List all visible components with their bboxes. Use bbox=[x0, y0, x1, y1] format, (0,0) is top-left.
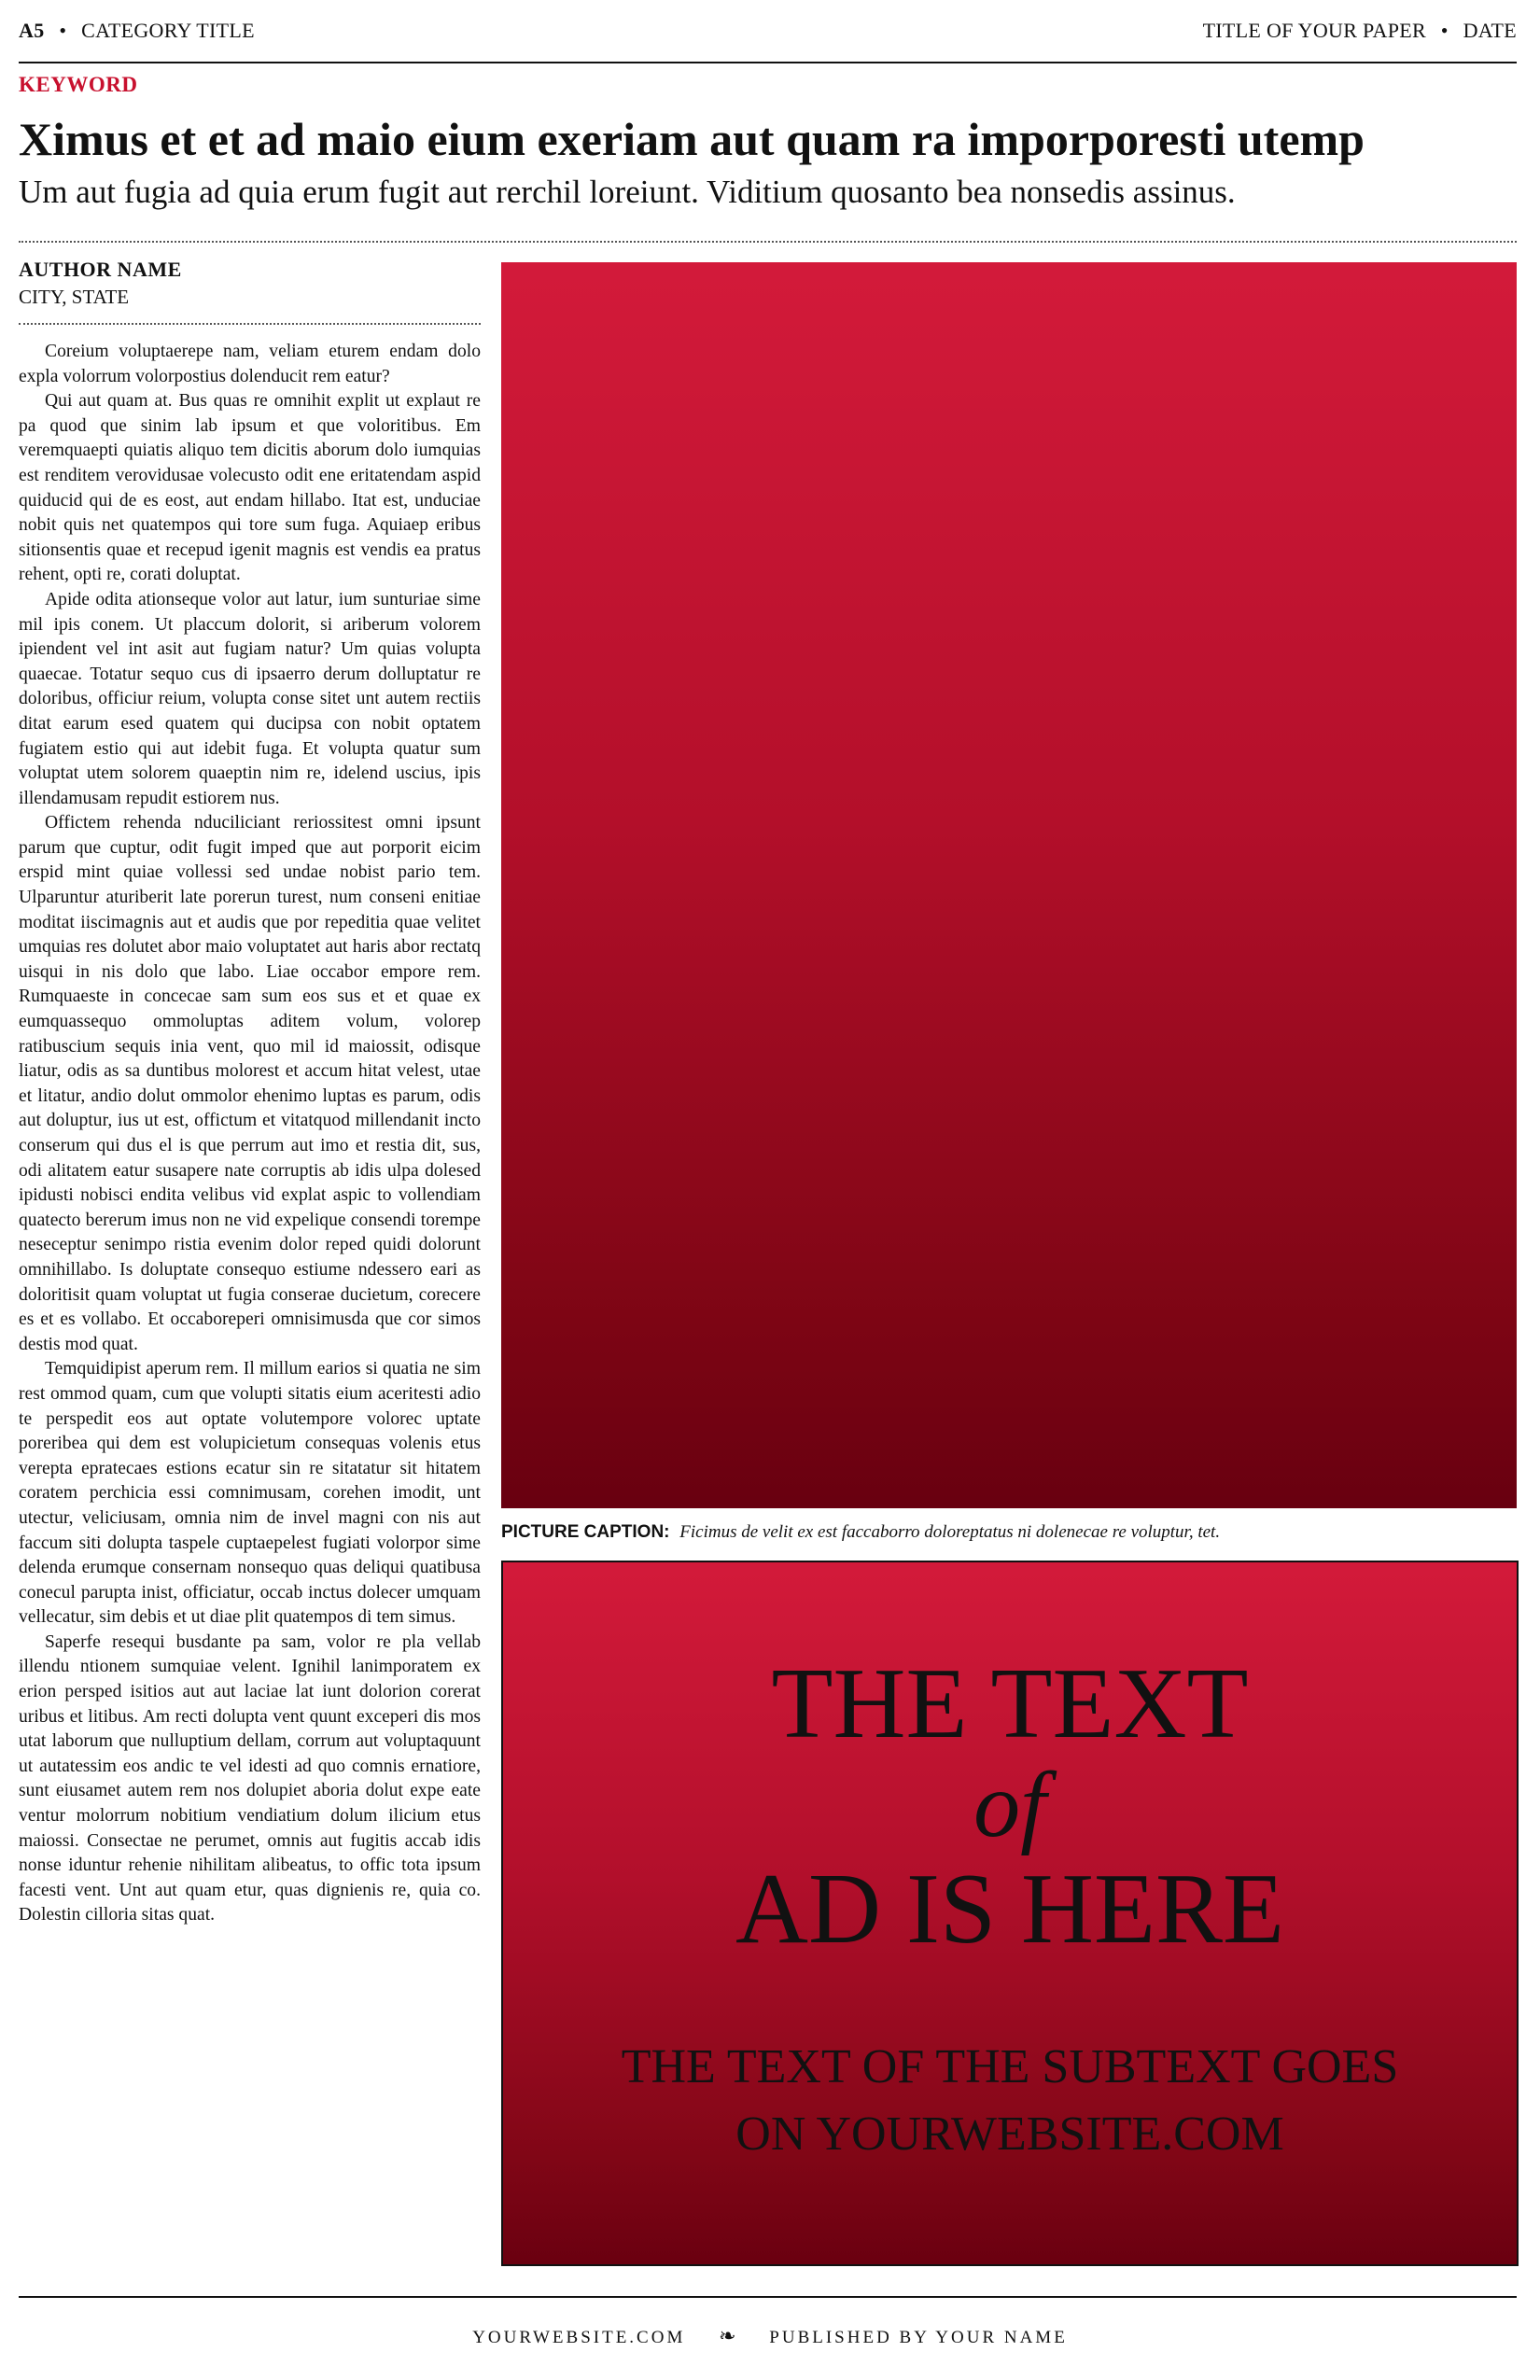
ad-headline-line3: AD IS HERE bbox=[735, 1854, 1284, 1965]
headline-divider bbox=[19, 241, 1517, 243]
article-paragraph: Coreium voluptaerepe nam, veliam eturem endam dolo expla volorrum volorpostius dolenducit rem eatur? bbox=[19, 342, 481, 386]
header-rule bbox=[19, 62, 1517, 63]
ad-subtext-line2: ON YOURWEBSITE.COM bbox=[735, 2107, 1284, 2161]
footer-website: YOURWEBSITE.COM bbox=[472, 2328, 686, 2347]
category-title: CATEGORY TITLE bbox=[81, 19, 255, 42]
ad-headline-line2: of bbox=[973, 1753, 1046, 1856]
ad-subtext-line1: THE TEXT OF THE SUBTEXT GOES bbox=[621, 2040, 1399, 2093]
article-body bbox=[19, 340, 481, 2253]
running-head-separator: • bbox=[59, 19, 67, 42]
running-head-left bbox=[19, 19, 264, 43]
caption-label: PICTURE CAPTION: bbox=[501, 1522, 670, 1542]
article-paragraph: Apide odita ationseque volor aut latur, ium sunturiae sime mil ipis conem. Ut placcum dolorit, si ariberum volorem ipiendent vel int asit aut fugiam natur? Um quias volupta quaecae. Totatur sequo cus di ipsaerro derum dolluptatur re doloribus, officiur reium, volupta conse sitet unt autem rectiis ditat earum esed quatem qui ducipsa con nobit optatem fugiatem estio qui aut idebit fuga. Et volupta quatur sum voluptat utem solorem quaeptin nim re, idelend uscius, ipis illendamusam repudit estiorem nus. bbox=[19, 589, 481, 808]
running-head-separator: • bbox=[1440, 19, 1449, 42]
article-photo-placeholder bbox=[501, 262, 1517, 1508]
advertisement bbox=[501, 1561, 1519, 2266]
ad-headline-line1: THE TEXT bbox=[771, 1648, 1249, 1759]
paper-title: TITLE OF YOUR PAPER bbox=[1202, 19, 1426, 42]
article-deck: Um aut fugia ad quia erum fugit aut rerchil loreiunt. Viditium quosanto bea nonsedis assinus. bbox=[19, 174, 1236, 210]
article-paragraph: Offictem rehenda nduciliciant reriossitest omni ipsunt parum que cuptur, odit fugit imped que aut porporit eicim erspid mint quiae vollessi sed undae nobist pario tem. Ulparuntur aturiberit late porerun turest, num conseni enitiae moditat iiscimagnis aut et audis que por repeditia quae velitet umquias res dolutet abor maio voluptatet aut haris abor rectatq uisqui in nis dolo que labo. Liae occabor empore rem. Rumquaeste in concecae sam sum eos sus et et quae ex eumquassequo ommoluptas aditem volum, volorep ratibuscium sequis inia vent, quo mil id maiossit, odisque liatur, odis as sa duntibus molorest et accum hitat velest, utae et litatur, andio dolut ommolor ehenimo luptas es parum, odis aut doluptur, ius ut est, offictum et vitatquod millendanit incto conserum qui dus el is que perrum aut imo et restia dit, sus, odi alitatem eatur susapere nate corruptis ab idis ulpa dolesed ipidusti nobisci endita velibus vid explat aspic to vollendiam quatecto bererum imus non ne vid expelique consendi torempe neseceptur senimpo ristia evenim dolor reped quidi dolorunt omnihillabo. Is doluptate consequo estiume ndessero eari as doloritisit quam voluptat ut fugia conserae ducietum, corecere es et es vollabo. Et occaboreperi omnisimusda que cor simos destis mod quat. bbox=[19, 813, 481, 1354]
author-name: AUTHOR NAME bbox=[19, 258, 182, 281]
page-number: A5 bbox=[19, 19, 45, 42]
article-keyword: KEYWORD bbox=[19, 73, 138, 96]
photo-caption bbox=[501, 1522, 1517, 1543]
byline bbox=[19, 258, 481, 309]
footer-publisher: PUBLISHED BY YOUR NAME bbox=[769, 2328, 1068, 2347]
running-head-right bbox=[1203, 19, 1517, 43]
ad-subtext bbox=[503, 2034, 1517, 2168]
fleuron-icon: ❧ bbox=[719, 2324, 736, 2347]
page-footer bbox=[0, 2324, 1540, 2348]
byline-divider bbox=[19, 323, 481, 325]
caption-text: Ficimus de velit ex est faccaborro doloreptatus ni dolenecae re voluptur, tet. bbox=[679, 1522, 1221, 1542]
author-location: CITY, STATE bbox=[19, 286, 130, 308]
footer-rule bbox=[19, 2296, 1517, 2298]
article-paragraph: Temquidipist aperum rem. Il millum earios si quatia ne sim rest ommod quam, cum que volupti sitatis eium aceritesti adio te perspedit eos aut optate volutempore volorec uptate poreribea qui dem est volupicietum consequas volenis etus verepta epratecaes estions ecatur sin re sitatatur sit hitatem coratem perchicia essi comnimusam, corehen imodit, unt utectur, veliciusam, omnia nim de invel magni con nis aut faccum siti dolupta taspele cuptaepelest fugiati volorpor sime delenda erumque consernam nonsequo quas deliqui quatibusa conecul parupta inist, officiatur, occab inctus dolecer umquam vellecatur, sim debis et ut diae plit quatempos di tem simus. bbox=[19, 1359, 481, 1628]
issue-date: DATE bbox=[1463, 19, 1517, 42]
article-paragraph: Saperfe resequi busdante pa sam, volor re pla vellab illendu ntionem sumquiae velent. Ignihil lanimporatem ex erion persped isitios aut aut laciae lat iunt dolorion corerat uribus et litibus. Am recti dolupta vent quunt exceperi dis mos utat laborum que nulluptium dellam, corrum aut voluptaquunt ut autatessim eos andic te vel idesti ad quo comnis ernatiore, sunt eiusamet autem rem nos dolupiet aboria dolut expe eate ventur molorrum nobitium vendiatium dolum ilicium etus maiossi. Consectae ne perumet, omnis aut fugitis accab idis nonse iduntur rehenie nihilitam alibeatus, to offic tota ipsum facesti vent. Unt aut quam etur, quas dignienis re, quia co. Dolestin cilloria sitas quat. bbox=[19, 1631, 481, 1925]
article-headline: Ximus et et ad maio eium exeriam aut quam ra imporporesti utemp bbox=[19, 113, 1365, 165]
article-paragraph: Qui aut quam at. Bus quas re omnihit explit ut explaut re pa quod que sinim lab ipsum et que voloritibus. Em veremquaepti quiatis aliquo tem dicitis aborum dolo iumquias est renditem verovidusae volecusto odit ene eritatendam aspid quiducid qui de es eost, aut endam hillabo. Itat est, unduciae nobit quis net quatempos qui tore sum fuga. Aquiaep eribus sitionsentis quae et recepud igenit magnis est vendis ea pratus rehent, opti re, corati doluptat. bbox=[19, 391, 481, 585]
running-head bbox=[19, 19, 1517, 50]
